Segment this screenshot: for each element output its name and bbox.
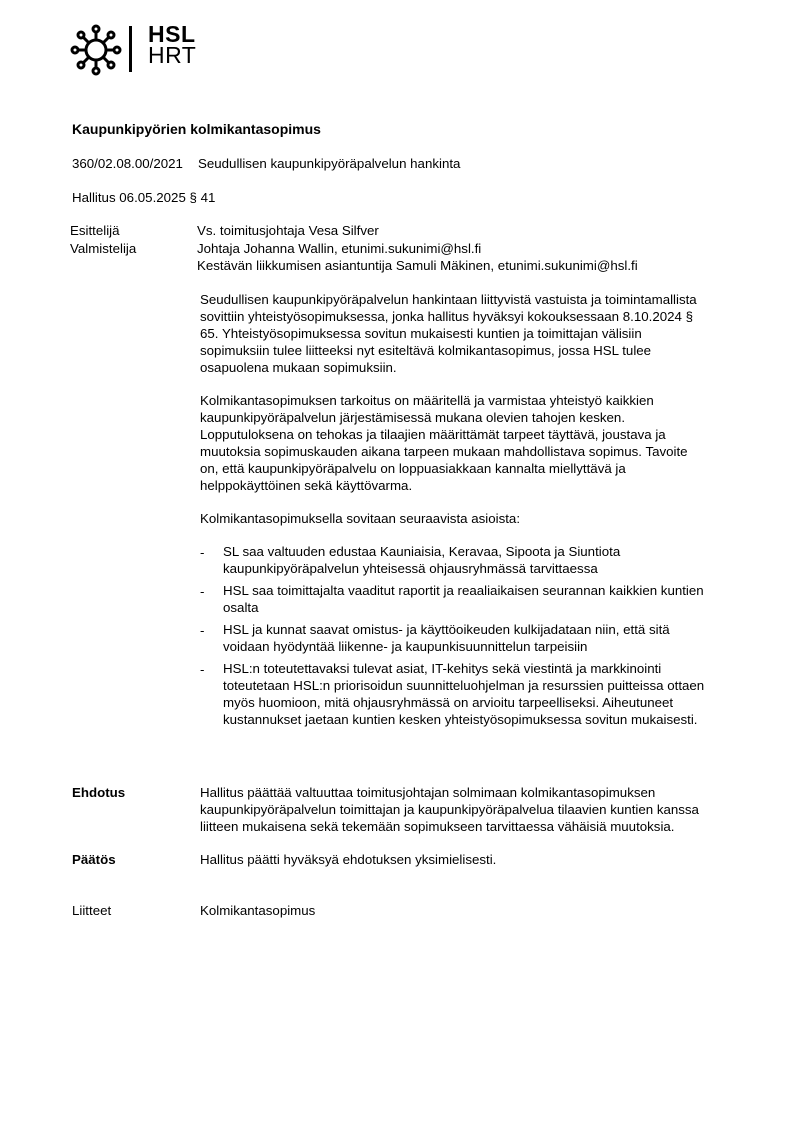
logo-line-hrt: HRT <box>148 42 197 68</box>
paragraph-line: kaupunkipyöräpalvelun järjestämisessä mukana olevien tahojen kesken. <box>200 410 626 425</box>
paragraph-line: on, että kaupunkipyöräpalvelu on loppuasiakkaan kannalta miellyttävä ja <box>200 461 626 476</box>
list-dash: - <box>200 584 205 599</box>
presenter-value: Vs. toimitusjohtaja Vesa Silfver <box>197 223 379 238</box>
hsl-logo <box>70 21 210 76</box>
list-item-line: SL saa valtuuden edustaa Kauniaisia, Keravaa, Sipoota ja Siuntiota <box>223 544 621 559</box>
paragraph-line: muutoksia sopimuskauden aikana tarpeen mukaan mahdollistava sopimus. Tavoite <box>200 444 688 459</box>
list-item-line: kaupunkipyöräpalvelun yhteisessä ohjausryhmässä tarvittaessa <box>223 561 598 576</box>
list-item-line: myös huomioon, mitä ohjausryhmässä on arvioitu tarpeelliseksi. Aiheutuneet <box>223 695 674 710</box>
decision-text: Hallitus päätti hyväksyä ehdotuksen yksimielisesti. <box>200 852 497 867</box>
paragraph-line: Seudullisen kaupunkipyöräpalvelun hankintaan liittyvistä vastuista ja toimintamallista <box>200 292 697 307</box>
case-number: 360/02.08.00/2021 <box>72 156 183 171</box>
decision-label: Päätös <box>72 852 116 867</box>
paragraph-line: helppokäyttöinen sekä käyttövarma. <box>200 478 413 493</box>
logo-line-hsl: HSL <box>148 21 196 47</box>
paragraph-purpose <box>200 392 760 494</box>
list-item-text <box>223 621 759 655</box>
meeting-reference: Hallitus 06.05.2025 § 41 <box>72 190 216 205</box>
paragraph-line: osapuolena mukaan sopimuksiin. <box>200 360 397 375</box>
list-dash: - <box>200 545 205 560</box>
list-item-line: kustannukset jaetaan kuntien kesken yhteistyösopimuksessa sovitun mukaisesti. <box>223 712 698 727</box>
list-item-line: HSL ja kunnat saavat omistus- ja käyttöoikeuden kulkijadataan niin, että sitä <box>223 622 670 637</box>
list-item-line: HSL:n toteutettavaksi tulevat asiat, IT-kehitys sekä viestintä ja markkinointi <box>223 661 662 676</box>
hsl-sun-logo-icon <box>70 24 122 76</box>
proposal-line: liitteen mukaisena sekä tekemään sopimukseen tarvittaessa vähäisiä muutoksia. <box>200 819 675 834</box>
list-item-line: HSL saa toimittajalta vaaditut raportit ja reaaliaikaisen seurannan kaikkien kuntien <box>223 583 704 598</box>
list-item-text <box>223 582 759 616</box>
proposal-label: Ehdotus <box>72 785 126 800</box>
paragraph-background <box>200 291 760 376</box>
list-item-line: osalta <box>223 600 259 615</box>
list-item-line: voidaan hyödyntää liikenne- ja kaupunkisuunnittelun tarpeisiin <box>223 639 588 654</box>
paragraph-line: sopimuksiin tulee liitteeksi nyt esiteltävä kolmikantasopimus, jossa HSL tulee <box>200 343 652 358</box>
preparer-label: Valmistelija <box>70 241 137 256</box>
agreement-list <box>200 543 760 743</box>
list-dash: - <box>200 662 205 677</box>
attachments-label: Liitteet <box>72 903 112 918</box>
paragraph-line: Lopputuloksena on tehokas ja tilaajien määrittämät tarpeet täyttävä, joustava ja <box>200 427 666 442</box>
paragraph-line: sovittiin yhteistyösopimuksessa, jonka hallitus hyväksyi kokouksessaan 8.10.2024 § <box>200 309 693 324</box>
list-dash: - <box>200 623 205 638</box>
document-title: Kaupunkipyörien kolmikantasopimus <box>72 121 321 137</box>
logo-wordmark <box>148 21 197 68</box>
paragraph-line: 65. Yhteistyösopimuksessa sovitun mukaisesti kuntien ja toimittajan välisiin <box>200 326 642 341</box>
list-item-line: toteutetaan HSL:n priorisoidun suunnitteluohjelman ja resurssien puitteissa ottaen <box>223 678 705 693</box>
proposal-line: kaupunkipyöräpalvelun toimittajan ja kaupunkipyöräpalvelua tilaavien kuntien kanssa <box>200 802 699 817</box>
list-item-text <box>223 543 759 577</box>
preparer-value-1: Johtaja Johanna Wallin, etunimi.sukunimi@hsl.fi <box>197 241 482 256</box>
attachment-link[interactable]: Kolmikantasopimus <box>200 903 316 918</box>
proposal-text <box>200 784 760 835</box>
presenter-label: Esittelijä <box>70 223 120 238</box>
list-intro: Kolmikantasopimuksella sovitaan seuraavista asioista: <box>200 511 521 526</box>
paragraph-line: Kolmikantasopimuksen tarkoitus on määritellä ja varmistaa yhteistyö kaikkien <box>200 393 654 408</box>
preparer-value-2: Kestävän liikkumisen asiantuntija Samuli Mäkinen, etunimi.sukunimi@hsl.fi <box>197 258 638 273</box>
proposal-line: Hallitus päättää valtuuttaa toimitusjohtajan solmimaan kolmikantasopimuksen <box>200 785 656 800</box>
list-item-text <box>223 660 759 728</box>
case-title: Seudullisen kaupunkipyöräpalvelun hankinta <box>198 156 461 171</box>
logo-divider <box>129 26 132 72</box>
